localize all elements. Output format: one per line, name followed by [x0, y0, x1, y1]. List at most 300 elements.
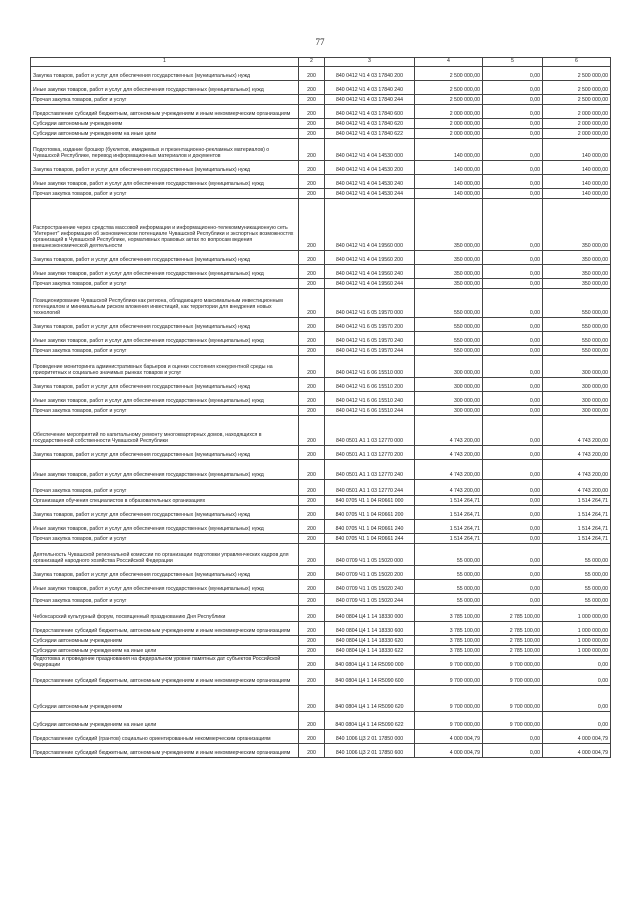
row-name: Субсидии автономным учреждениям на иные цели [31, 646, 299, 656]
table-row [31, 129, 611, 139]
row-name: Прочая закупка товаров, работ и услуг [31, 279, 299, 289]
row-name: Иные закупки товаров, работ и услуг для обеспечения государственных (муниципальных) нужд [31, 520, 299, 534]
row-name: Закупка товаров, работ и услуг для обеспечения государственных (муниципальных) нужд [31, 506, 299, 520]
table-row [31, 460, 611, 480]
row-name: Распространение через средства массовой информации и информационно-телекоммуникационную сеть "Интернет" информации об экономическом потенциале Чувашской Республики и экспортных возможностях организаций в Чувашской Республике, нормативных правовых актах по вопросам ведения внешнеэкономической деятельности [31, 199, 299, 251]
row-amount-federal: 0,00 [483, 496, 543, 506]
row-amount-republic: 350 000,00 [543, 251, 611, 265]
table-row [31, 744, 611, 758]
table-row [31, 392, 611, 406]
row-classification-code: 840 0804 Ц4 1 14 R5090 000 [325, 656, 415, 670]
row-amount-federal: 0,00 [483, 161, 543, 175]
table-row [31, 279, 611, 289]
row-amount-federal: 0,00 [483, 279, 543, 289]
row-amount-federal: 0,00 [483, 289, 543, 318]
row-amount-republic: 1 000 000,00 [543, 622, 611, 636]
table-row [31, 534, 611, 544]
row-amount-total: 140 000,00 [415, 175, 483, 189]
table-row [31, 139, 611, 161]
row-amount-total: 2 000 000,00 [415, 105, 483, 119]
row-vedomstvo: 200 [299, 289, 325, 318]
table-row [31, 480, 611, 496]
row-amount-federal: 2 785 100,00 [483, 606, 543, 622]
row-vedomstvo: 200 [299, 534, 325, 544]
row-vedomstvo: 200 [299, 480, 325, 496]
row-amount-republic: 4 743 200,00 [543, 460, 611, 480]
table-row [31, 566, 611, 580]
row-amount-republic: 0,00 [543, 670, 611, 686]
row-name: Прочая закупка товаров, работ и услуг [31, 406, 299, 416]
row-classification-code: 840 0804 Ц4 1 14 18330 620 [325, 636, 415, 646]
row-amount-federal: 0,00 [483, 730, 543, 744]
row-vedomstvo: 200 [299, 406, 325, 416]
row-amount-republic: 140 000,00 [543, 175, 611, 189]
row-classification-code: 840 0412 Ч1 6 06 15510 000 [325, 356, 415, 378]
row-classification-code: 840 0412 Ч1 4 03 17840 620 [325, 119, 415, 129]
row-name: Иные закупки товаров, работ и услуг для обеспечения государственных (муниципальных) нужд [31, 81, 299, 95]
row-amount-total: 350 000,00 [415, 265, 483, 279]
row-amount-total: 1 514 264,71 [415, 496, 483, 506]
budget-table [30, 57, 611, 758]
row-amount-total: 4 743 200,00 [415, 480, 483, 496]
row-vedomstvo: 200 [299, 95, 325, 105]
row-amount-republic: 1 000 000,00 [543, 636, 611, 646]
row-amount-republic: 1 000 000,00 [543, 606, 611, 622]
row-name: Закупка товаров, работ и услуг для обеспечения государственных (муниципальных) нужд [31, 378, 299, 392]
row-amount-federal: 0,00 [483, 199, 543, 251]
row-amount-republic: 55 000,00 [543, 566, 611, 580]
row-amount-republic: 4 743 200,00 [543, 480, 611, 496]
row-amount-federal: 0,00 [483, 119, 543, 129]
row-amount-republic: 1 000 000,00 [543, 646, 611, 656]
row-name: Предоставление субсидий бюджетным, автономным учреждениям и иным некоммерческим организациям [31, 670, 299, 686]
row-amount-federal: 0,00 [483, 95, 543, 105]
row-amount-federal: 0,00 [483, 378, 543, 392]
table-row [31, 175, 611, 189]
row-name: Прочая закупка товаров, работ и услуг [31, 95, 299, 105]
row-amount-total: 3 785 100,00 [415, 636, 483, 646]
row-amount-federal: 2 785 100,00 [483, 622, 543, 636]
table-row [31, 712, 611, 730]
row-vedomstvo: 200 [299, 622, 325, 636]
row-classification-code: 840 0412 Ч1 4 04 14530 200 [325, 161, 415, 175]
table-row [31, 656, 611, 670]
row-amount-federal: 0,00 [483, 480, 543, 496]
row-amount-total: 2 500 000,00 [415, 81, 483, 95]
table-row [31, 105, 611, 119]
row-vedomstvo: 200 [299, 265, 325, 279]
row-classification-code: 840 0709 Ч1 1 05 15020 200 [325, 566, 415, 580]
row-amount-total: 550 000,00 [415, 318, 483, 332]
table-row [31, 161, 611, 175]
column-header: 1 [31, 58, 299, 67]
row-classification-code: 840 0709 Ч1 1 05 15020 240 [325, 580, 415, 594]
row-name: Субсидии автономным учреждениям [31, 636, 299, 646]
row-vedomstvo: 200 [299, 356, 325, 378]
table-row [31, 95, 611, 105]
row-amount-republic: 140 000,00 [543, 139, 611, 161]
row-amount-total: 4 000 004,79 [415, 730, 483, 744]
row-vedomstvo: 200 [299, 251, 325, 265]
row-vedomstvo: 200 [299, 416, 325, 446]
row-amount-federal: 0,00 [483, 346, 543, 356]
table-row [31, 346, 611, 356]
row-amount-total: 140 000,00 [415, 161, 483, 175]
row-classification-code: 840 0412 Ч1 6 05 19570 240 [325, 332, 415, 346]
table-row [31, 67, 611, 81]
table-row [31, 406, 611, 416]
row-name: Прочая закупка товаров, работ и услуг [31, 189, 299, 199]
row-amount-republic: 1 514 264,71 [543, 496, 611, 506]
row-classification-code: 840 0412 Ч1 4 03 17840 622 [325, 129, 415, 139]
row-name: Обеспечение мероприятий по капитальному ремонту многоквартирных домов, находящихся в государственной собственности Чувашской Республики [31, 416, 299, 446]
row-amount-republic: 300 000,00 [543, 378, 611, 392]
row-amount-republic: 550 000,00 [543, 318, 611, 332]
row-vedomstvo: 200 [299, 580, 325, 594]
row-amount-federal: 0,00 [483, 534, 543, 544]
table-row [31, 378, 611, 392]
row-amount-federal: 9 700 000,00 [483, 656, 543, 670]
row-amount-total: 300 000,00 [415, 356, 483, 378]
row-classification-code: 840 0501 А1 1 03 12770 240 [325, 460, 415, 480]
table-row [31, 332, 611, 346]
row-amount-republic: 350 000,00 [543, 265, 611, 279]
table-row [31, 265, 611, 279]
row-classification-code: 840 0412 Ч1 4 03 17840 244 [325, 95, 415, 105]
row-classification-code: 840 0412 Ч1 4 04 19560 240 [325, 265, 415, 279]
row-amount-republic: 2 500 000,00 [543, 95, 611, 105]
row-vedomstvo: 200 [299, 730, 325, 744]
row-amount-federal: 0,00 [483, 129, 543, 139]
row-amount-total: 4 743 200,00 [415, 446, 483, 460]
row-amount-total: 55 000,00 [415, 544, 483, 566]
table-row [31, 199, 611, 251]
row-vedomstvo: 200 [299, 636, 325, 646]
row-amount-total: 300 000,00 [415, 378, 483, 392]
row-amount-republic: 2 500 000,00 [543, 81, 611, 95]
row-amount-federal: 0,00 [483, 566, 543, 580]
row-amount-total: 1 514 264,71 [415, 506, 483, 520]
row-name: Проведение мониторинга административных барьеров и оценки состояния конкурентной среды на приоритетных и социально значимых рынках товаров и услуг [31, 356, 299, 378]
row-name: Предоставление субсидий бюджетным, автономным учреждениям и иным некоммерческим организациям [31, 105, 299, 119]
row-name: Прочая закупка товаров, работ и услуг [31, 534, 299, 544]
row-vedomstvo: 200 [299, 506, 325, 520]
row-amount-federal: 0,00 [483, 460, 543, 480]
row-amount-total: 55 000,00 [415, 580, 483, 594]
row-classification-code: 840 0412 Ч1 6 06 15510 240 [325, 392, 415, 406]
row-classification-code: 840 0412 Ч1 4 03 17840 600 [325, 105, 415, 119]
row-amount-total: 2 000 000,00 [415, 119, 483, 129]
row-amount-total: 550 000,00 [415, 346, 483, 356]
row-vedomstvo: 200 [299, 686, 325, 712]
row-amount-total: 300 000,00 [415, 392, 483, 406]
row-amount-republic: 2 000 000,00 [543, 119, 611, 129]
row-amount-federal: 0,00 [483, 265, 543, 279]
row-amount-republic: 300 000,00 [543, 406, 611, 416]
row-amount-federal: 0,00 [483, 744, 543, 758]
row-name: Иные закупки товаров, работ и услуг для обеспечения государственных (муниципальных) нужд [31, 265, 299, 279]
row-name: Организация обучения специалистов в образовательных организациях [31, 496, 299, 506]
row-classification-code: 840 0412 Ч1 6 05 19570 244 [325, 346, 415, 356]
row-amount-federal: 0,00 [483, 392, 543, 406]
row-classification-code: 840 0705 Ч1 1 04 R0661 240 [325, 520, 415, 534]
row-amount-total: 550 000,00 [415, 332, 483, 346]
row-vedomstvo: 200 [299, 656, 325, 670]
row-classification-code: 840 0412 Ч1 4 04 14530 000 [325, 139, 415, 161]
row-amount-total: 350 000,00 [415, 199, 483, 251]
row-classification-code: 840 1006 Ц3 2 01 17850 000 [325, 730, 415, 744]
row-amount-federal: 0,00 [483, 105, 543, 119]
row-name: Закупка товаров, работ и услуг для обеспечения государственных (муниципальных) нужд [31, 67, 299, 81]
table-row [31, 686, 611, 712]
row-name: Субсидии автономным учреждениям на иные цели [31, 129, 299, 139]
row-name: Прочая закупка товаров, работ и услуг [31, 480, 299, 496]
column-header: 6 [543, 58, 611, 67]
column-header: 3 [325, 58, 415, 67]
table-row [31, 356, 611, 378]
table-row [31, 730, 611, 744]
row-amount-federal: 9 700 000,00 [483, 670, 543, 686]
row-classification-code: 840 0501 А1 1 03 12770 244 [325, 480, 415, 496]
row-classification-code: 840 0412 Ч1 6 05 19570 200 [325, 318, 415, 332]
row-amount-federal: 0,00 [483, 356, 543, 378]
row-amount-republic: 1 514 264,71 [543, 534, 611, 544]
row-name: Субсидии автономным учреждениям [31, 119, 299, 129]
row-classification-code: 840 0412 Ч1 4 04 19560 244 [325, 279, 415, 289]
row-amount-federal: 0,00 [483, 318, 543, 332]
row-amount-republic: 350 000,00 [543, 199, 611, 251]
table-row [31, 189, 611, 199]
row-vedomstvo: 200 [299, 496, 325, 506]
row-vedomstvo: 200 [299, 105, 325, 119]
row-name: Иные закупки товаров, работ и услуг для обеспечения государственных (муниципальных) нужд [31, 332, 299, 346]
row-vedomstvo: 200 [299, 279, 325, 289]
column-header: 5 [483, 58, 543, 67]
row-vedomstvo: 200 [299, 119, 325, 129]
row-name: Субсидии автономным учреждениям [31, 686, 299, 712]
row-amount-total: 1 514 264,71 [415, 520, 483, 534]
row-amount-total: 2 000 000,00 [415, 129, 483, 139]
row-classification-code: 840 0804 Ц4 1 14 R5090 622 [325, 712, 415, 730]
row-name: Иные закупки товаров, работ и услуг для обеспечения государственных (муниципальных) нужд [31, 175, 299, 189]
row-vedomstvo: 200 [299, 318, 325, 332]
table-row [31, 416, 611, 446]
row-amount-federal: 0,00 [483, 175, 543, 189]
row-amount-federal: 0,00 [483, 332, 543, 346]
table-row [31, 622, 611, 636]
table-row [31, 251, 611, 265]
row-classification-code: 840 0501 А1 1 03 12770 200 [325, 446, 415, 460]
row-amount-republic: 350 000,00 [543, 279, 611, 289]
row-name: Иные закупки товаров, работ и услуг для обеспечения государственных (муниципальных) нужд [31, 392, 299, 406]
table-row [31, 520, 611, 534]
row-name: Подготовка, издание брошюр (буклетов, имиджевых и презентационно-рекламных материалов) о Чувашской Республике, перевод информационных материалов и документов [31, 139, 299, 161]
row-name: Прочая закупка товаров, работ и услуг [31, 594, 299, 606]
row-vedomstvo: 200 [299, 566, 325, 580]
row-name: Предоставление субсидий бюджетным, автономным учреждениям и иным некоммерческим организациям [31, 744, 299, 758]
row-name: Чебоксарский культурный форум, посвященный празднованию Дня Республики [31, 606, 299, 622]
row-amount-republic: 550 000,00 [543, 332, 611, 346]
row-amount-federal: 0,00 [483, 506, 543, 520]
row-amount-federal: 0,00 [483, 139, 543, 161]
row-amount-republic: 0,00 [543, 712, 611, 730]
row-amount-total: 350 000,00 [415, 279, 483, 289]
row-amount-total: 140 000,00 [415, 189, 483, 199]
row-classification-code: 840 0709 Ч1 1 05 15020 000 [325, 544, 415, 566]
row-amount-federal: 0,00 [483, 580, 543, 594]
row-amount-republic: 550 000,00 [543, 289, 611, 318]
table-row [31, 594, 611, 606]
row-amount-federal: 0,00 [483, 67, 543, 81]
row-amount-republic: 140 000,00 [543, 161, 611, 175]
row-amount-republic: 2 000 000,00 [543, 129, 611, 139]
table-row [31, 636, 611, 646]
row-amount-republic: 300 000,00 [543, 356, 611, 378]
table-row [31, 544, 611, 566]
table-row [31, 670, 611, 686]
table-row [31, 606, 611, 622]
row-name: Деятельность Чувашской региональной комиссии по организации подготовки управленческих кадров для организаций народного хозяйства Российской Федерации [31, 544, 299, 566]
row-amount-total: 3 785 100,00 [415, 646, 483, 656]
row-vedomstvo: 200 [299, 712, 325, 730]
row-amount-republic: 4 000 004,79 [543, 730, 611, 744]
row-vedomstvo: 200 [299, 446, 325, 460]
row-vedomstvo: 200 [299, 520, 325, 534]
table-row [31, 496, 611, 506]
row-classification-code: 840 0705 Ч1 1 04 R0661 200 [325, 506, 415, 520]
row-amount-federal: 0,00 [483, 416, 543, 446]
row-amount-republic: 4 743 200,00 [543, 446, 611, 460]
row-classification-code: 840 0705 Ч1 1 04 R0661 244 [325, 534, 415, 544]
row-vedomstvo: 200 [299, 332, 325, 346]
row-amount-federal: 0,00 [483, 446, 543, 460]
row-classification-code: 840 0412 Ч1 6 06 15510 244 [325, 406, 415, 416]
row-amount-federal: 0,00 [483, 81, 543, 95]
row-vedomstvo: 200 [299, 378, 325, 392]
row-name: Закупка товаров, работ и услуг для обеспечения государственных (муниципальных) нужд [31, 566, 299, 580]
row-amount-total: 4 743 200,00 [415, 416, 483, 446]
row-classification-code: 840 0412 Ч1 4 04 14530 240 [325, 175, 415, 189]
row-amount-federal: 0,00 [483, 189, 543, 199]
row-vedomstvo: 200 [299, 129, 325, 139]
row-amount-republic: 55 000,00 [543, 594, 611, 606]
row-amount-federal: 2 785 100,00 [483, 646, 543, 656]
row-vedomstvo: 200 [299, 544, 325, 566]
row-amount-republic: 0,00 [543, 656, 611, 670]
row-amount-republic: 140 000,00 [543, 189, 611, 199]
row-vedomstvo: 200 [299, 81, 325, 95]
row-amount-federal: 9 700 000,00 [483, 686, 543, 712]
row-amount-republic: 0,00 [543, 686, 611, 712]
row-name: Закупка товаров, работ и услуг для обеспечения государственных (муниципальных) нужд [31, 446, 299, 460]
row-classification-code: 840 0804 Ц4 1 14 18330 622 [325, 646, 415, 656]
row-amount-federal: 9 700 000,00 [483, 712, 543, 730]
row-classification-code: 840 0804 Ц4 1 14 R5090 600 [325, 670, 415, 686]
row-amount-total: 2 500 000,00 [415, 95, 483, 105]
row-vedomstvo: 200 [299, 346, 325, 356]
row-classification-code: 840 0705 Ч1 1 04 R0661 000 [325, 496, 415, 506]
row-name: Закупка товаров, работ и услуг для обеспечения государственных (муниципальных) нужд [31, 318, 299, 332]
table-row [31, 506, 611, 520]
row-name: Иные закупки товаров, работ и услуг для обеспечения государственных (муниципальных) нужд [31, 580, 299, 594]
row-amount-federal: 0,00 [483, 251, 543, 265]
row-vedomstvo: 200 [299, 460, 325, 480]
row-amount-total: 9 700 000,00 [415, 670, 483, 686]
row-amount-republic: 1 514 264,71 [543, 520, 611, 534]
row-amount-republic: 55 000,00 [543, 544, 611, 566]
row-amount-total: 3 785 100,00 [415, 606, 483, 622]
row-amount-federal: 0,00 [483, 520, 543, 534]
row-vedomstvo: 200 [299, 670, 325, 686]
row-amount-total: 350 000,00 [415, 251, 483, 265]
row-amount-total: 300 000,00 [415, 406, 483, 416]
row-classification-code: 840 0709 Ч1 1 05 15020 244 [325, 594, 415, 606]
table-row [31, 81, 611, 95]
row-name: Позиционирование Чувашской Республики как региона, обладающего максимальным инвестиционным потенциалом и минимальным риском вложения инвестиций, как территории для внедрения новых технологий [31, 289, 299, 318]
row-amount-total: 9 700 000,00 [415, 712, 483, 730]
row-amount-total: 9 700 000,00 [415, 656, 483, 670]
row-vedomstvo: 200 [299, 161, 325, 175]
row-amount-republic: 1 514 264,71 [543, 506, 611, 520]
row-classification-code: 840 1006 Ц3 2 01 17850 600 [325, 744, 415, 758]
row-amount-federal: 0,00 [483, 544, 543, 566]
row-vedomstvo: 200 [299, 594, 325, 606]
row-amount-federal: 2 785 100,00 [483, 636, 543, 646]
row-amount-federal: 0,00 [483, 406, 543, 416]
row-classification-code: 840 0412 Ч1 4 03 17840 200 [325, 67, 415, 81]
column-header: 4 [415, 58, 483, 67]
row-classification-code: 840 0804 Ц4 1 14 R5090 620 [325, 686, 415, 712]
row-classification-code: 840 0412 Ч1 4 04 14530 244 [325, 189, 415, 199]
row-amount-total: 3 785 100,00 [415, 622, 483, 636]
table-row [31, 289, 611, 318]
row-amount-republic: 4 000 004,79 [543, 744, 611, 758]
row-vedomstvo: 200 [299, 139, 325, 161]
table-row [31, 318, 611, 332]
table-row [31, 580, 611, 594]
row-classification-code: 840 0412 Ч1 4 04 19560 200 [325, 251, 415, 265]
row-name: Иные закупки товаров, работ и услуг для обеспечения государственных (муниципальных) нужд [31, 460, 299, 480]
row-amount-total: 9 700 000,00 [415, 686, 483, 712]
row-vedomstvo: 200 [299, 67, 325, 81]
row-amount-total: 55 000,00 [415, 594, 483, 606]
row-vedomstvo: 200 [299, 189, 325, 199]
row-classification-code: 840 0412 Ч1 4 03 17840 240 [325, 81, 415, 95]
row-classification-code: 840 0804 Ц4 1 14 18330 600 [325, 622, 415, 636]
row-amount-republic: 55 000,00 [543, 580, 611, 594]
row-amount-republic: 300 000,00 [543, 392, 611, 406]
row-classification-code: 840 0412 Ч1 6 05 19570 000 [325, 289, 415, 318]
row-amount-total: 55 000,00 [415, 566, 483, 580]
row-name: Подготовка и проведение празднования на федеральном уровне памятных дат субъектов Российской Федерации [31, 656, 299, 670]
row-amount-republic: 550 000,00 [543, 346, 611, 356]
row-amount-republic: 4 743 200,00 [543, 416, 611, 446]
row-name: Закупка товаров, работ и услуг для обеспечения государственных (муниципальных) нужд [31, 161, 299, 175]
table-row [31, 446, 611, 460]
row-classification-code: 840 0412 Ч1 4 04 19560 000 [325, 199, 415, 251]
row-name: Закупка товаров, работ и услуг для обеспечения государственных (муниципальных) нужд [31, 251, 299, 265]
row-amount-republic: 2 000 000,00 [543, 105, 611, 119]
row-amount-total: 140 000,00 [415, 139, 483, 161]
row-amount-republic: 2 500 000,00 [543, 67, 611, 81]
row-amount-total: 1 514 264,71 [415, 534, 483, 544]
row-vedomstvo: 200 [299, 646, 325, 656]
row-vedomstvo: 200 [299, 744, 325, 758]
row-amount-total: 550 000,00 [415, 289, 483, 318]
header-row [31, 58, 611, 67]
row-name: Предоставление субсидий (грантов) социально ориентированным некоммерческим организациям [31, 730, 299, 744]
row-classification-code: 840 0412 Ч1 6 06 15510 200 [325, 378, 415, 392]
